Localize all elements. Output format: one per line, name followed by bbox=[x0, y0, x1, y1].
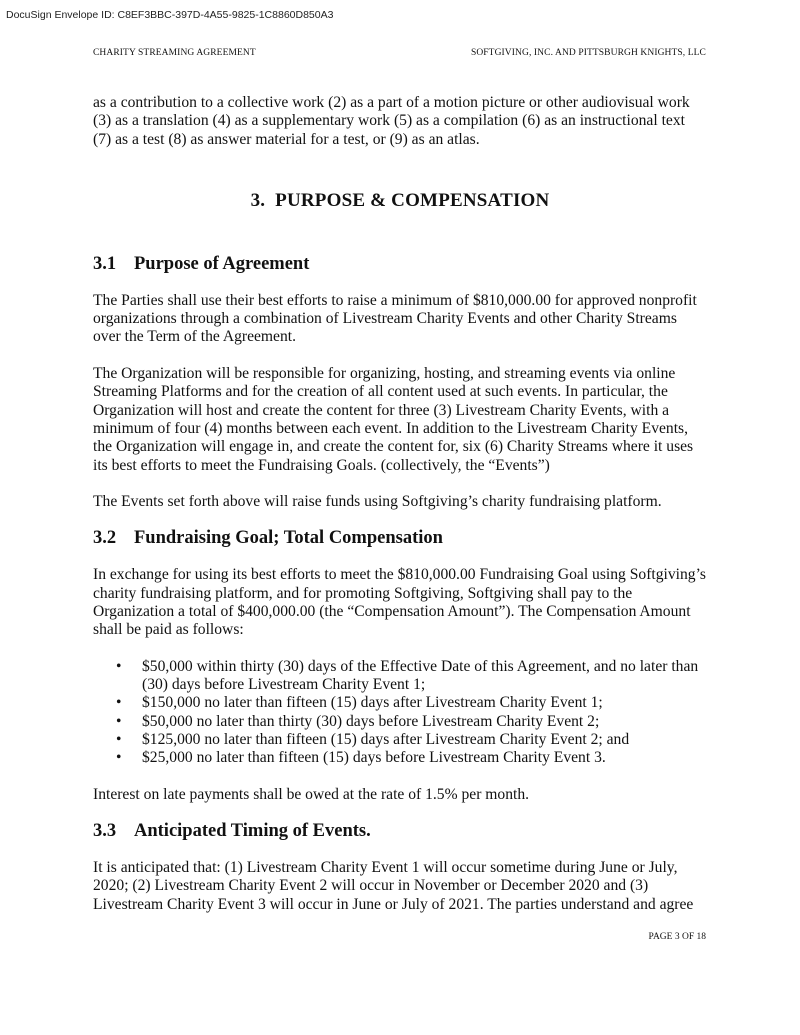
section-heading bbox=[93, 190, 707, 212]
subsection-title: Anticipated Timing of Events. bbox=[134, 821, 371, 842]
list-item: • $125,000 no later than fifteen (15) days after Livestream Charity Event 2; and bbox=[116, 730, 630, 748]
paragraph: The Events set forth above will raise funds using Softgiving’s charity fundraising platform. bbox=[93, 493, 662, 511]
subsection-number: 3.1 bbox=[93, 253, 117, 274]
paragraph: The Parties shall use their best efforts to raise a minimum of $810,000.00 for approved nonprofit organizations through a combination of Livestream Charity Events and other Charity Streams over the Term of the Agreement. bbox=[93, 291, 697, 346]
subsection-title: Purpose of Agreement bbox=[134, 253, 310, 274]
paragraph: It is anticipated that: (1) Livestream Charity Event 1 will occur sometime during June or July, 2020; (2) Livestream Charity Event 2 will occur in November or December 2020 and (3) Livestream Charity Event 3 will occur in June or July of 2021. The parties understand and agree bbox=[93, 859, 694, 913]
bullet-icon: • bbox=[116, 712, 122, 730]
payment-schedule-list bbox=[93, 658, 707, 768]
docusign-envelope-id: DocuSign Envelope ID: C8EF3BBC-397D-4A55-9825-1C8860D850A3 bbox=[6, 9, 334, 21]
subsection-number: 3.2 bbox=[93, 528, 117, 549]
list-item: • $25,000 no later than fifteen (15) days before Livestream Charity Event 3. bbox=[116, 749, 606, 767]
intro-paragraph: as a contribution to a collective work (2) as a part of a motion picture or other audiovisual work (3) as a translation (4) as a supplementary work (5) as a compilation (6) as an instructional text (7) as a test (8) as answer material for a test, or (9) as an atlas. bbox=[93, 94, 690, 148]
bullet-icon: • bbox=[116, 749, 122, 767]
bullet-icon: • bbox=[116, 694, 122, 712]
bullet-icon: • bbox=[116, 730, 122, 748]
subsection-heading-3-3 bbox=[93, 820, 707, 842]
section-title: PURPOSE & COMPENSATION bbox=[275, 189, 550, 211]
subsection-heading-3-1 bbox=[93, 253, 707, 275]
section-number: 3. bbox=[250, 189, 266, 211]
header-left: CHARITY STREAMING AGREEMENT bbox=[93, 48, 256, 58]
bullet-icon: • bbox=[116, 657, 122, 675]
paragraph: The Organization will be responsible for organizing, hosting, and streaming events via online Streaming Platforms and for the creation of all content used at such events. In particular, the Organization will host and create the content for three (3) Livestream Charity Events, with a minimum of four (4) months between each event. In addition to the Livestream Charity Events, the Organization will engage in, and create the content for, six (6) Charity Streams where it uses its best efforts to meet the Fundraising Goals. (collectively, the “Events”) bbox=[93, 365, 694, 474]
list-item: • $50,000 within thirty (30) days of the Effective Date of this Agreement, and no later than (30) days before Livestream Charity Event 1; bbox=[116, 657, 699, 693]
list-item: • $50,000 no later than thirty (30) days before Livestream Charity Event 2; bbox=[116, 712, 600, 730]
document-body bbox=[93, 94, 707, 914]
subsection-title: Fundraising Goal; Total Compensation bbox=[134, 528, 443, 549]
list-item: • $150,000 no later than fifteen (15) days after Livestream Charity Event 1; bbox=[116, 694, 603, 712]
header-right: SOFTGIVING, INC. AND PITTSBURGH KNIGHTS, LLC bbox=[470, 48, 706, 58]
paragraph: In exchange for using its best efforts to meet the $810,000.00 Fundraising Goal using Softgiving’s charity fundraising platform, and for promoting Softgiving, Softgiving shall pay to the Organization a total of $400,000.00 (the “Compensation Amount”). The Compensation Amount shall be paid as follows: bbox=[93, 566, 706, 639]
page-number: PAGE 3 OF 18 bbox=[648, 932, 706, 942]
subsection-heading-3-2 bbox=[93, 527, 707, 549]
subsection-number: 3.3 bbox=[93, 821, 117, 842]
paragraph: Interest on late payments shall be owed at the rate of 1.5% per month. bbox=[93, 785, 530, 803]
